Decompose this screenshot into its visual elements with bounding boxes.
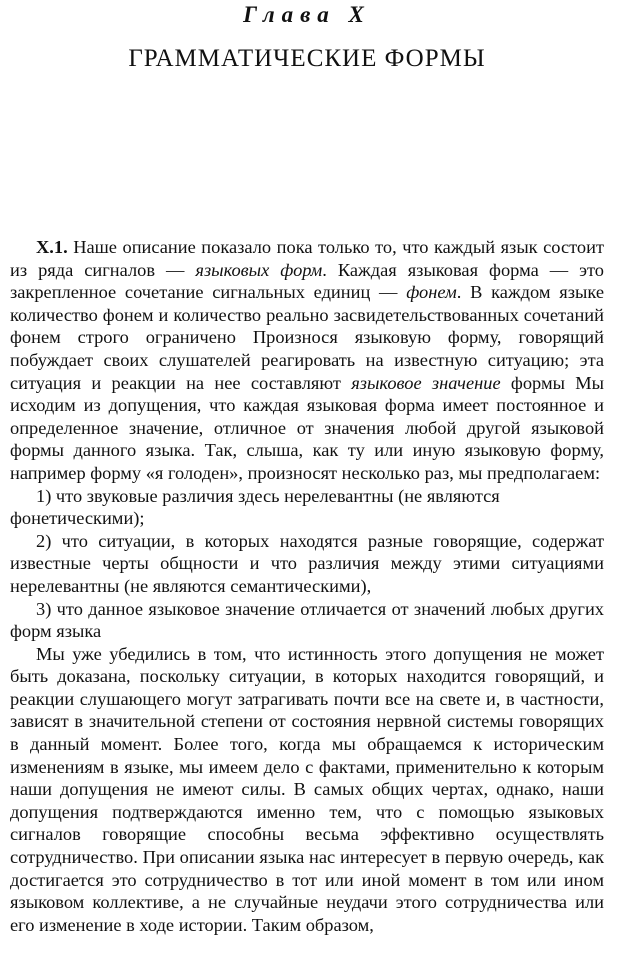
body-text [10, 236, 604, 936]
p1-text-c: . В каждом языке количество фонем и количество реально засвидетельствованных сочетаний фонем строго ограничено Произнося языковую форму, говорящий побуждает своих слушателей реагировать на известную ситуацию; эта ситуация и реакции на нее составляют [10, 282, 604, 393]
section-number: X.1. [36, 237, 68, 257]
list-item-3: 3) что данное языковое значение отличается от значений любых других форм языка [10, 598, 604, 642]
paragraph-2: Мы уже убедились в том, что истинность этого допущения не может быть доказана, поскольку ситуации, в которых находится говорящий, и реакции слушающего могут затрагивать почти все на свете и, в частности, зависят в значительной степени от состояния нервной системы говорящих в данный момент. Более того, когда мы обращаемся к историческим изменениям в языке, мы имеем дело с фактами, применительно к которым наши допущения не имеют силы. В самых общих чертах, однако, наши допущения подтверждаются именно тем, что с помощью языковых сигналов говорящие способны весьма эффективно осуществлять сотрудничество. При описании языка нас интересует в первую очередь, как достигается это сотрудничество в тот или иной момент в том или ином языковом коллективе, а не случайные неудачи этого сотрудничества или его изменение в ходе истории. Таким образом, [10, 643, 604, 935]
list-item-1: 1) что звуковые различия здесь нерелевантны (не являются [36, 485, 500, 506]
list-item-1-continuation: фонетическими); [10, 508, 145, 529]
chapter-title: ГРАММАТИЧЕСКИЕ ФОРМЫ [128, 45, 486, 72]
paragraph-1 [10, 236, 604, 485]
p1-text-b: . Каждая языковая форма — это закрепленное сочетание сигнальных единиц — [10, 259, 604, 303]
p1-text-a: Наше описание показало пока только то, что каждый язык состоит из ряда сигналов — [10, 237, 604, 280]
list-item-2: 2) что ситуации, в которых находятся разные говорящие, содержат известные черты общности и что различия между этими ситуациями нерелевантны (не являются семантическими), [10, 530, 604, 596]
p1-emphasis-1: языковых форм [195, 259, 323, 280]
p1-emphasis-3: языковое значение [351, 372, 501, 393]
chapter-label: Глава X [243, 2, 371, 27]
p1-text-d: формы Мы исходим из допущения, что каждая языковая форма имеет постоянное и определенное значение, отличное от значения любой другой языковой формы данного языка. Так, слыша, как ту или иную языковую форму, например форму «я голоден», произносят несколько раз, мы предполагаем: [10, 372, 604, 483]
p1-emphasis-2: фонем [406, 282, 457, 303]
